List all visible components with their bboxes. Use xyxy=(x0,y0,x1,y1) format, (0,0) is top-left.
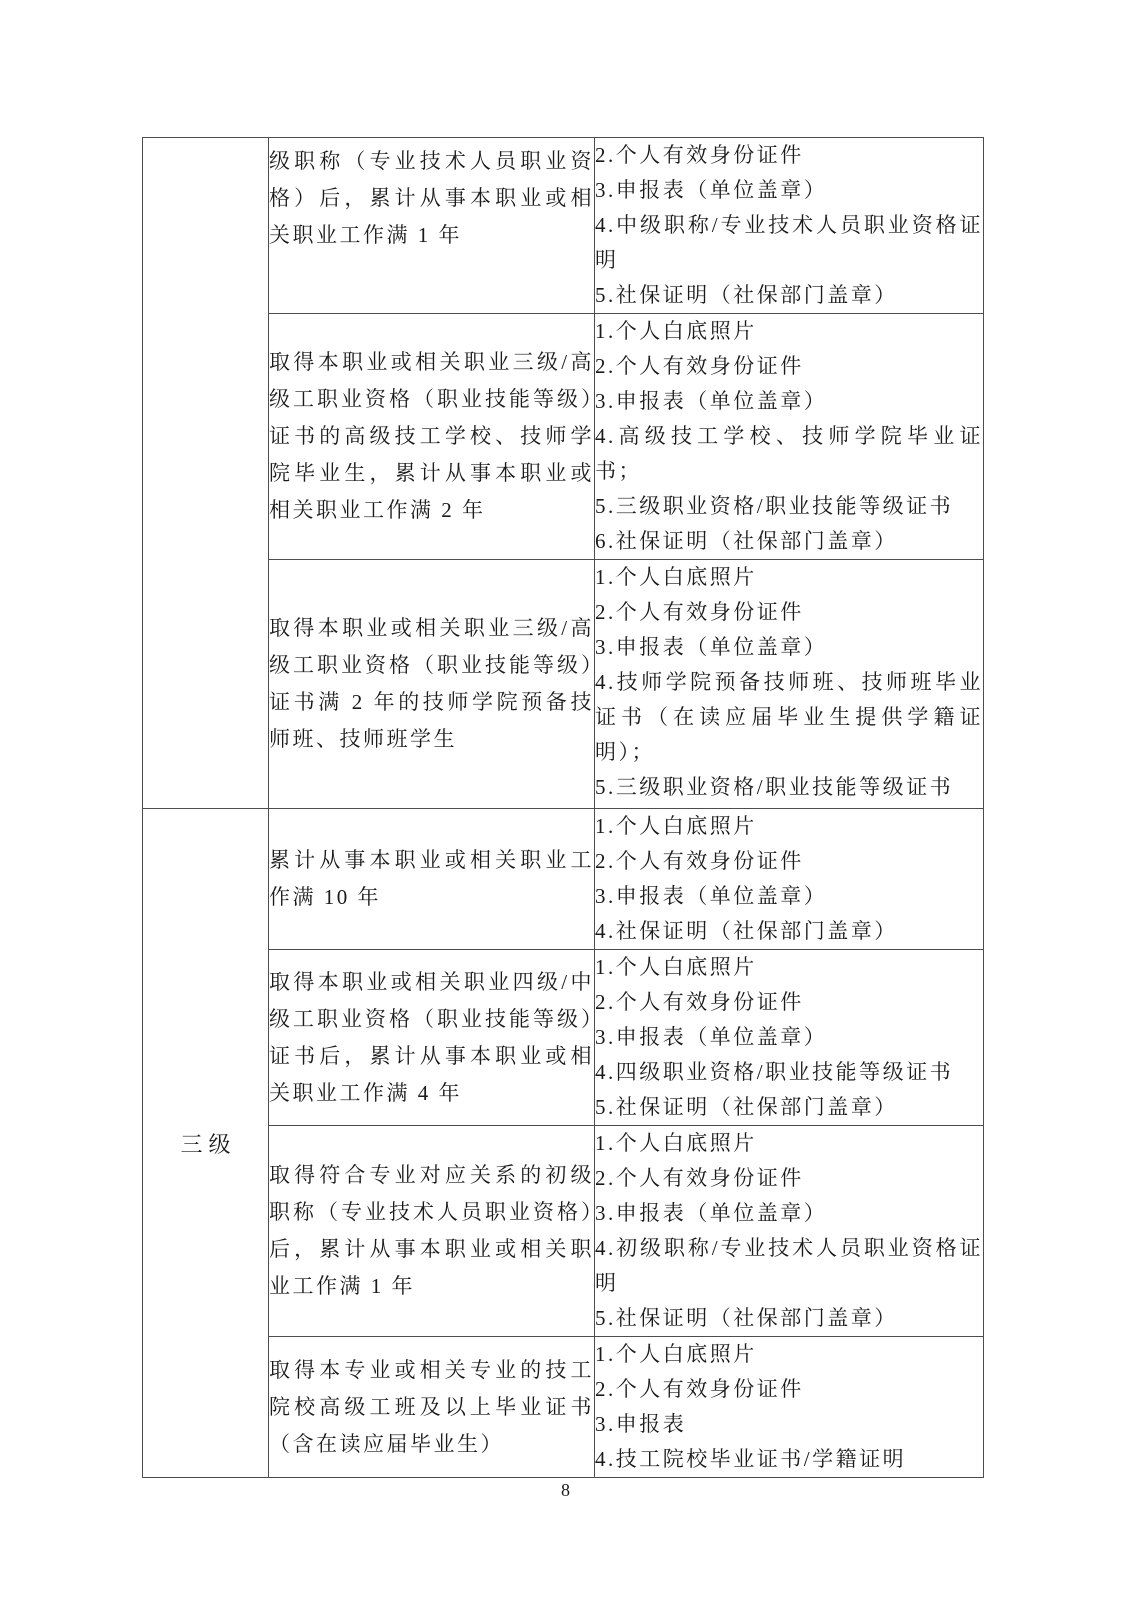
table-row xyxy=(143,560,984,809)
materials-cell xyxy=(595,1126,984,1337)
material-item: 3.申报表（单位盖章） xyxy=(595,1025,828,1049)
material-item: 5.三级职业资格/职业技能等级证书 xyxy=(595,775,954,799)
material-item: 1.个人白底照片 xyxy=(595,1131,757,1155)
material-item: 1.个人白底照片 xyxy=(595,955,757,979)
material-item: 5.社保证明（社保部门盖章） xyxy=(595,1306,898,1330)
material-item: 2.个人有效身份证件 xyxy=(595,990,804,1014)
qualification-requirements-table xyxy=(142,137,984,1478)
materials-cell xyxy=(595,314,984,560)
material-item: 4.社保证明（社保部门盖章） xyxy=(595,919,898,943)
table-row xyxy=(143,138,984,314)
material-item: 4.技工院校毕业证书/学籍证明 xyxy=(595,1447,907,1471)
materials-cell xyxy=(595,560,984,809)
material-item: 2.个人有效身份证件 xyxy=(595,600,804,624)
material-item: 4.中级职称/专业技术人员职业资格证明 xyxy=(595,213,983,272)
materials-cell xyxy=(595,809,984,950)
material-item: 1.个人白底照片 xyxy=(595,319,757,343)
material-item: 5.三级职业资格/职业技能等级证书 xyxy=(595,494,954,518)
level-cell: 三级 xyxy=(143,809,269,1478)
material-item: 2.个人有效身份证件 xyxy=(595,1377,804,1401)
material-item: 3.申报表（单位盖章） xyxy=(595,884,828,908)
condition-cell: 取得本职业或相关职业四级/中级工职业资格（职业技能等级）证书后，累计从事本职业或相关职业工作满 4 年 xyxy=(269,950,595,1126)
material-item: 4.技师学院预备技师班、技师班毕业证书（在读应届毕业生提供学籍证明）； xyxy=(595,670,983,764)
material-item: 6.社保证明（社保部门盖章） xyxy=(595,529,898,553)
condition-cell: 取得符合专业对应关系的初级职称（专业技术人员职业资格）后，累计从事本职业或相关职业工作满 1 年 xyxy=(269,1126,595,1337)
table-row xyxy=(143,809,984,950)
page-number: 8 xyxy=(561,1480,570,1500)
condition-cell: 取得本职业或相关职业三级/高级工职业资格（职业技能等级）证书的高级技工学校、技师学院毕业生，累计从事本职业或相关职业工作满 2 年 xyxy=(269,314,595,560)
material-item: 1.个人白底照片 xyxy=(595,565,757,589)
material-item: 3.申报表（单位盖章） xyxy=(595,635,828,659)
condition-cell: 级职称（专业技术人员职业资格）后，累计从事本职业或相关职业工作满 1 年 xyxy=(269,138,595,314)
table-row xyxy=(143,950,984,1126)
condition-cell: 取得本职业或相关职业三级/高级工职业资格（职业技能等级）证书满 2 年的技师学院预备技师班、技师班学生 xyxy=(269,560,595,809)
materials-cell xyxy=(595,138,984,314)
materials-cell xyxy=(595,950,984,1126)
material-item: 5.社保证明（社保部门盖章） xyxy=(595,283,898,307)
table-row xyxy=(143,1126,984,1337)
condition-cell: 累计从事本职业或相关职业工作满 10 年 xyxy=(269,809,595,950)
material-item: 3.申报表（单位盖章） xyxy=(595,389,828,413)
level-cell-empty xyxy=(143,138,269,809)
table-row xyxy=(143,314,984,560)
condition-cell: 取得本专业或相关专业的技工院校高级工班及以上毕业证书（含在读应届毕业生） xyxy=(269,1337,595,1478)
material-item: 2.个人有效身份证件 xyxy=(595,354,804,378)
table-row xyxy=(143,1337,984,1478)
material-item: 4.高级技工学校、技师学院毕业证书； xyxy=(595,424,983,483)
material-item: 1.个人白底照片 xyxy=(595,814,757,838)
material-item: 3.申报表（单位盖章） xyxy=(595,178,828,202)
material-item: 3.申报表（单位盖章） xyxy=(595,1201,828,1225)
materials-cell xyxy=(595,1337,984,1478)
material-item: 2.个人有效身份证件 xyxy=(595,1166,804,1190)
material-item: 4.初级职称/专业技术人员职业资格证明 xyxy=(595,1236,983,1295)
material-item: 5.社保证明（社保部门盖章） xyxy=(595,1095,898,1119)
table-body xyxy=(143,138,984,1478)
material-item: 3.申报表 xyxy=(595,1412,687,1436)
material-item: 2.个人有效身份证件 xyxy=(595,143,804,167)
material-item: 1.个人白底照片 xyxy=(595,1342,757,1366)
material-item: 4.四级职业资格/职业技能等级证书 xyxy=(595,1060,954,1084)
material-item: 2.个人有效身份证件 xyxy=(595,849,804,873)
